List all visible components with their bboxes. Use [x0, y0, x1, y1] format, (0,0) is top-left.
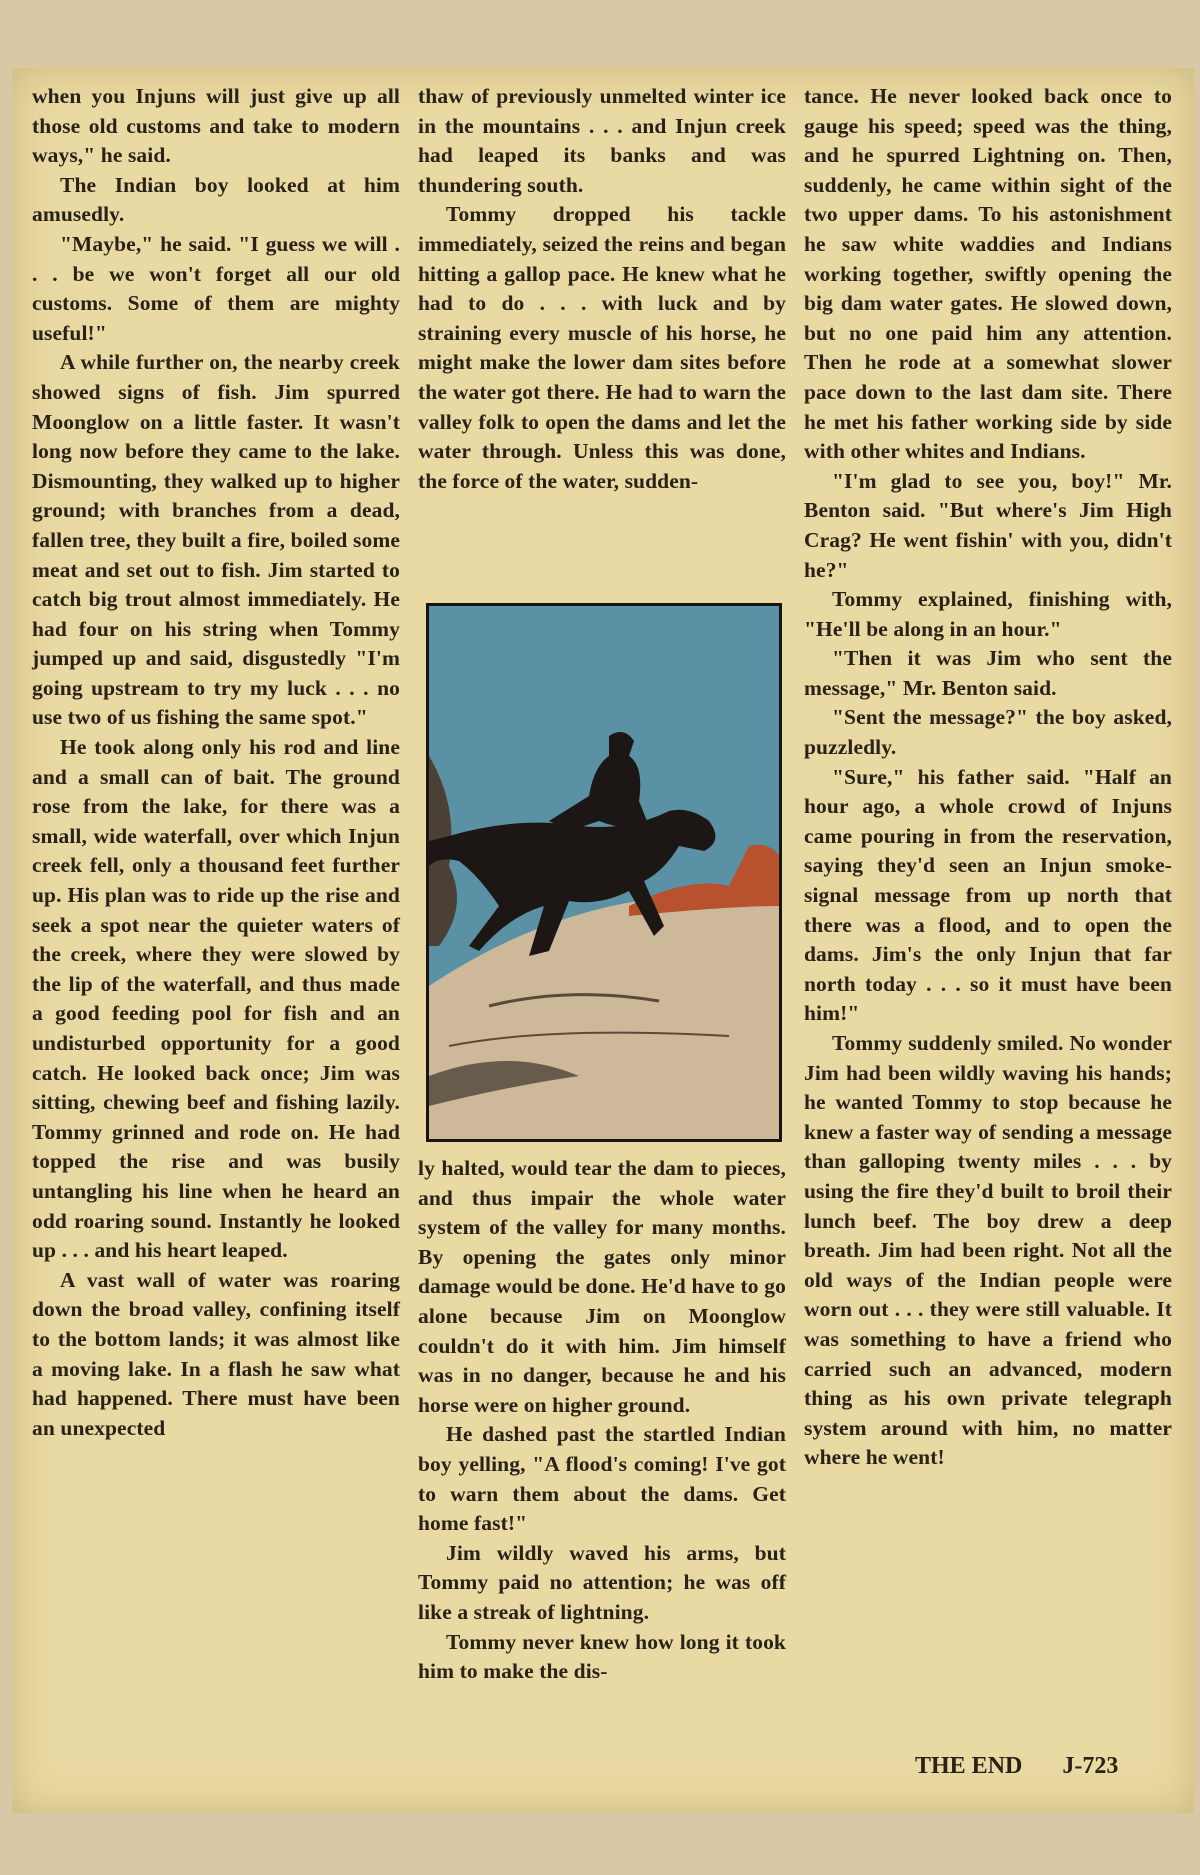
paragraph: A while further on, the nearby creek showed signs of fish. Jim spurred Moonglow on a little faster. It wasn't long now before they came to the lake. Dismounting, they walked up to higher ground; with branches from a dead, fallen tree, they built a fire, boiled some meat and set out to fish. Jim started to catch big trout almost immediately. He had four on his string when Tommy jumped up and said, disgustedly "I'm going upstream to try my luck . . . no use two of us fishing the same spot."	[32, 350, 400, 730]
paragraph: tance. He never looked back once to gauge his speed; speed was the thing, and he spurred Lightning on. Then, suddenly, he came within sight of the two upper dams. To his astonishment he saw white waddies and Indians working together, swiftly opening the big dam water gates. He slowed down, but no one paid him any attention. Then he rode at a somewhat slower pace down to the last dam site. There he met his father working side by side with other whites and Indians.	[804, 84, 1172, 464]
paragraph: "I'm glad to see you, boy!" Mr. Benton said. "But where's Jim High Crag? He went fishin' with you, didn't he?"	[804, 468, 1172, 582]
column-1	[32, 82, 400, 1443]
illustration-rider-on-horse	[426, 603, 782, 1142]
page-code: J-723	[1062, 1753, 1119, 1779]
column-3	[804, 82, 1172, 1473]
paragraph: A vast wall of water was roaring down the broad valley, confining itself to the bottom lands; it was almost like a moving lake. In a flash he saw what had happened. There must have been an unexpected	[32, 1267, 400, 1440]
paragraph: He took along only his rod and line and a small can of bait. The ground rose from the lake, for there was a small, wide waterfall, over which Injun creek fell, only a thousand feet further up. His plan was to ride up the rise and seek a spot near the quieter waters of the creek, where they were slowed by the lip of the waterfall, and thus made a good feeding pool for fish and an undisturbed opportunity for a good catch. He looked back once; Jim was sitting, chewing beef and fishing lazily. Tommy grinned and rode on. He had topped the rise and was busily untangling his line when he heard an odd roaring sound. Instantly he looked up . . . and his heart leaped.	[32, 735, 400, 1263]
paragraph: Tommy never knew how long it took him to make the dis-	[418, 1629, 786, 1684]
paragraph: The Indian boy looked at him amusedly.	[32, 172, 400, 227]
the-end-label: THE END	[915, 1753, 1023, 1779]
paragraph: "Maybe," he said. "I guess we will . . . be we won't forget all our old customs. Some of them are mighty useful!"	[32, 231, 400, 345]
column-2-bottom	[418, 1154, 786, 1687]
paragraph: He dashed past the startled Indian boy yelling, "A flood's coming! I've got to warn them about the dams. Get home fast!"	[418, 1422, 786, 1536]
paragraph: Tommy suddenly smiled. No wonder Jim had been wildly waving his hands; he wanted Tommy to stop because he knew a faster way of sending a message than galloping twenty miles . . . by using the fire they'd built to broil their lunch beef. The boy drew a deep breath. Jim had been right. Not all the old ways of the Indian people were worn out . . . they were still valuable. It was something to have a friend who carried such an advanced, modern thing as his own private telegraph system around with him, no matter where he went!	[804, 1031, 1172, 1470]
paragraph: thaw of previously unmelted winter ice in the mountains . . . and Injun creek had leaped its banks and was thundering south.	[418, 84, 786, 197]
footer	[915, 1753, 1152, 1780]
paragraph: "Sure," his father said. "Half an hour ago, a whole crowd of Injuns came pouring in from the reservation, saying they'd seen an Injun smoke-signal message from up north that there was a flood, and to open the dams. Jim's the only Injun that far north today . . . so it must have been him!"	[804, 764, 1172, 1026]
paragraph: "Then it was Jim who sent the message," Mr. Benton said.	[804, 646, 1172, 700]
paragraph: Jim wildly waved his arms, but Tommy paid no attention; he was off like a streak of lightning.	[418, 1540, 786, 1624]
paragraph: "Sent the message?" the boy asked, puzzledly.	[804, 705, 1172, 760]
column-2-top	[418, 82, 786, 496]
paragraph: Tommy explained, finishing with, "He'll be along in an hour."	[804, 587, 1172, 641]
paragraph: when you Injuns will just give up all those old customs and take to modern ways," he said.	[32, 84, 400, 168]
paragraph: ly halted, would tear the dam to pieces, and thus impair the whole water system of the valley for many months. By opening the gates only minor damage would be done. He'd have to go alone because Jim on Moonglow couldn't do it with him. Jim himself was in no danger, because he and his horse were on higher ground.	[418, 1156, 786, 1417]
paragraph: Tommy dropped his tackle immediately, seized the reins and began hitting a gallop pace. He knew what he had to do . . . with luck and by straining every muscle of his horse, he might make the lower dam sites before the water got there. He had to warn the valley folk to open the dams and let the water through. Unless this was done, the force of the water, sudden-	[418, 202, 786, 493]
